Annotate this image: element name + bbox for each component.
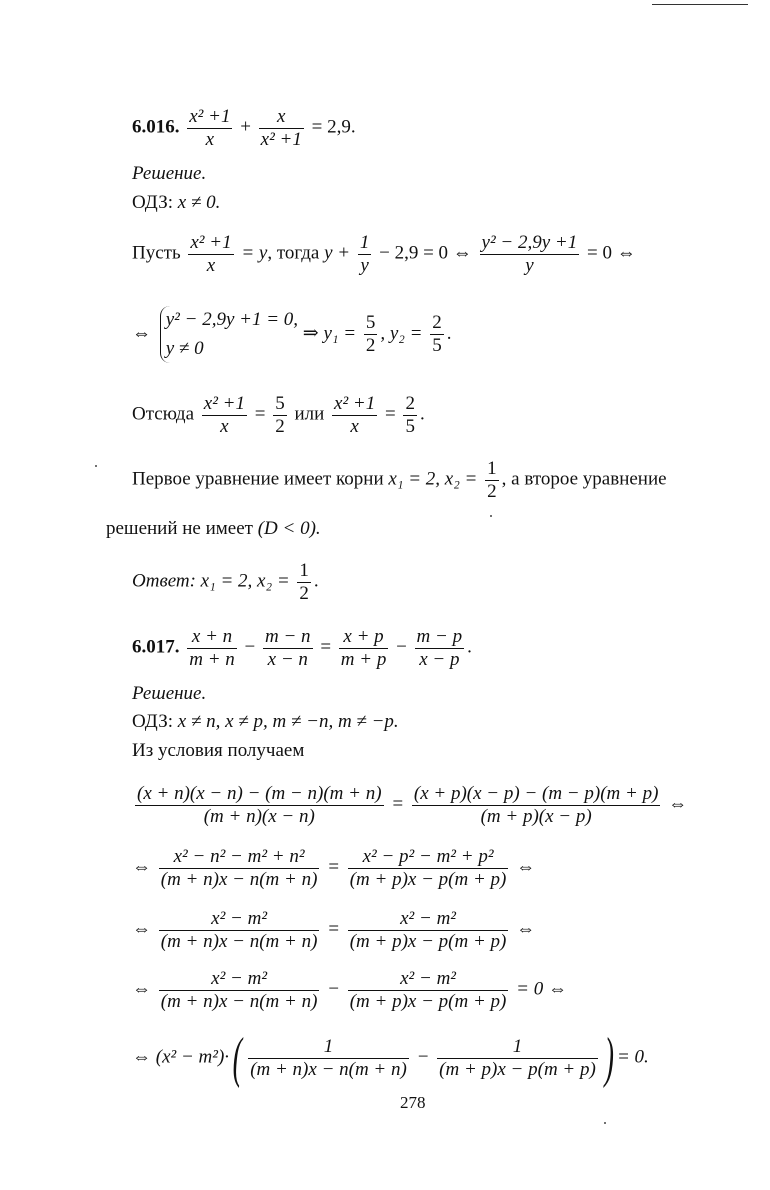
- equation-step-5: ⇔ (x² − m²)· ( $\frac{1}{(m + n)x - n(m + n)}$ − $\frac{1}{(m + p)x - p(m + p)}$ ) = 0.: [132, 1027, 649, 1089]
- equation-step-1: $\frac{(x + n)(x - n) - (m - n)(m + n)}{(m + n)(x - n)}$ = $\frac{(x + p)(x - p) - (m - p)(m + p)}{(m + p)(x - p)}$ ⇔: [137, 783, 688, 827]
- fraction: $\frac{(x + p)(x - p) - (m - p)(m + p)}{(m + p)(x - p)}$: [413, 783, 659, 827]
- fraction: $\frac{\text{x² +1}}{x}$: [334, 393, 376, 437]
- open-paren: (: [232, 1027, 242, 1089]
- problem-number: 6.016.: [132, 116, 180, 138]
- problem-6017-statement: 6.017. $\frac{x + n}{m + n}$ − $\frac{m - n}{x - n}$ = $\frac{x + p}{m + p}$ − $\frac{m - p}{x - p}$ .: [132, 626, 472, 670]
- fraction: $\frac{\text{x² − m²}}{(m + n)x - n(m + n)}$: [160, 908, 318, 952]
- roots-sentence-continued: решений не имеет (D < 0).: [106, 518, 321, 539]
- hence-line: Отсюда $\frac{\text{x² +1}}{x}$ = $\frac{5}{2}$ или $\frac{\text{x² +1}}{x}$ = $\frac{2}{5}$ .: [132, 393, 425, 437]
- problem-number: 6.017.: [132, 636, 180, 658]
- scan-speck: [490, 515, 492, 517]
- answer-line: Ответ: x₁ = 2, x₂ = $\frac{1}{2}$ .: [132, 560, 319, 604]
- system-line: ⇔ y² − 2,9y +1 = 0, y ≠ 0 ⇒ y₁ = $\frac{5}{2}$ , y₂ = $\frac{2}{5}$ .: [132, 306, 451, 363]
- fraction: $\frac{2}{5}$: [405, 393, 415, 437]
- fraction: $\frac{\text{x² +1}}{x}$: [189, 106, 231, 150]
- problem-6016-statement: 6.016. $\frac{\text{x² +1}}{x}$ + $\frac{x}{\text{x² +1}}$ = 2,9.: [132, 106, 356, 150]
- fraction: $\frac{\text{x² +1}}{x}$: [203, 393, 245, 437]
- fraction: $\frac{\text{x² − p² − m² + p²}}{(m + p)x - p(m + p)}$: [349, 846, 507, 890]
- equation-system: y² − 2,9y +1 = 0, y ≠ 0: [160, 306, 298, 363]
- roots-sentence: Первое уравнение имеет корни x₁ = 2, x₂ = $\frac{1}{2}$ , а второе уравнение: [132, 458, 667, 502]
- fraction: $\frac{m - p}{x - p}$: [416, 626, 463, 670]
- fraction: $\frac{\text{x² − m²}}{(m + n)x - n(m + n)}$: [160, 968, 318, 1012]
- solution-label: Решение.: [132, 163, 207, 184]
- fraction: $\frac{1}{2}$: [299, 560, 309, 604]
- top-rule: [652, 4, 748, 5]
- from-condition: Из условия получаем: [132, 740, 305, 761]
- equation-step-3: ⇔ $\frac{\text{x² − m²}}{(m + n)x - n(m + n)}$ = $\frac{\text{x² − m²}}{(m + p)x - p(m + p)}$ ⇔: [132, 908, 536, 952]
- fraction: $\frac{1}{2}$: [487, 458, 497, 502]
- equation-step-2: ⇔ $\frac{\text{x² − n² − m² + n²}}{(m + n)x - n(m + n)}$ = $\frac{\text{x² − p² − m² + p²}}{(m + p)x - p(m + p)}$ ⇔: [132, 846, 536, 890]
- page-number: 278: [400, 1093, 426, 1112]
- scan-speck: [95, 465, 97, 467]
- fraction: $\frac{5}{2}$: [365, 312, 376, 356]
- odz-line: ОДЗ: x ≠ n, x ≠ p, m ≠ −n, m ≠ −p.: [132, 711, 399, 732]
- fraction: $\frac{x + p}{m + p}$: [340, 626, 387, 670]
- fraction: $\frac{x}{\text{x² +1}}$: [260, 106, 302, 150]
- fraction: $\frac{1}{(m + p)x - p(m + p)}$: [439, 1035, 596, 1080]
- close-paren: ): [604, 1027, 614, 1089]
- fraction: $\frac{m - n}{x - n}$: [265, 626, 311, 670]
- fraction: $\frac{\text{x² − m²}}{(m + p)x - p(m + p)}$: [349, 908, 507, 952]
- fraction: $\frac{2}{5}$: [432, 312, 442, 356]
- fraction: $\frac{1}{y}$: [359, 232, 370, 276]
- fraction: $\frac{\text{x² − n² − m² + n²}}{(m + n)x - n(m + n)}$: [160, 846, 318, 890]
- equation-step-4: ⇔ $\frac{\text{x² − m²}}{(m + n)x - n(m + n)}$ − $\frac{\text{x² − m²}}{(m + p)x - p(m + p)}$ = 0 ⇔: [132, 968, 567, 1012]
- fraction: $\frac{5}{2}$: [275, 393, 285, 437]
- fraction: $\frac{(x + n)(x - n) - (m - n)(m + n)}{(m + n)(x - n)}$: [137, 783, 382, 827]
- solution-label: Решение.: [132, 683, 207, 704]
- scan-speck: [604, 1122, 606, 1124]
- fraction: $\frac{1}{(m + n)x - n(m + n)}$: [250, 1035, 407, 1080]
- fraction: $\frac{\text{y² − 2,9y +1}}{y}$: [481, 232, 578, 276]
- odz-line: ОДЗ: x ≠ 0.: [132, 192, 221, 213]
- fraction: $\frac{\text{x² +1}}{x}$: [190, 232, 232, 276]
- fraction: $\frac{x + n}{m + n}$: [189, 626, 235, 670]
- substitution-line: Пусть $\frac{\text{x² +1}}{x}$ = y, тогда y + $\frac{1}{y}$ − 2,9 = 0 ⇔ $\frac{\text{y² − 2,9y +1}}{y}$ = 0 ⇔: [132, 232, 636, 276]
- fraction: $\frac{\text{x² − m²}}{(m + p)x - p(m + p)}$: [349, 968, 507, 1012]
